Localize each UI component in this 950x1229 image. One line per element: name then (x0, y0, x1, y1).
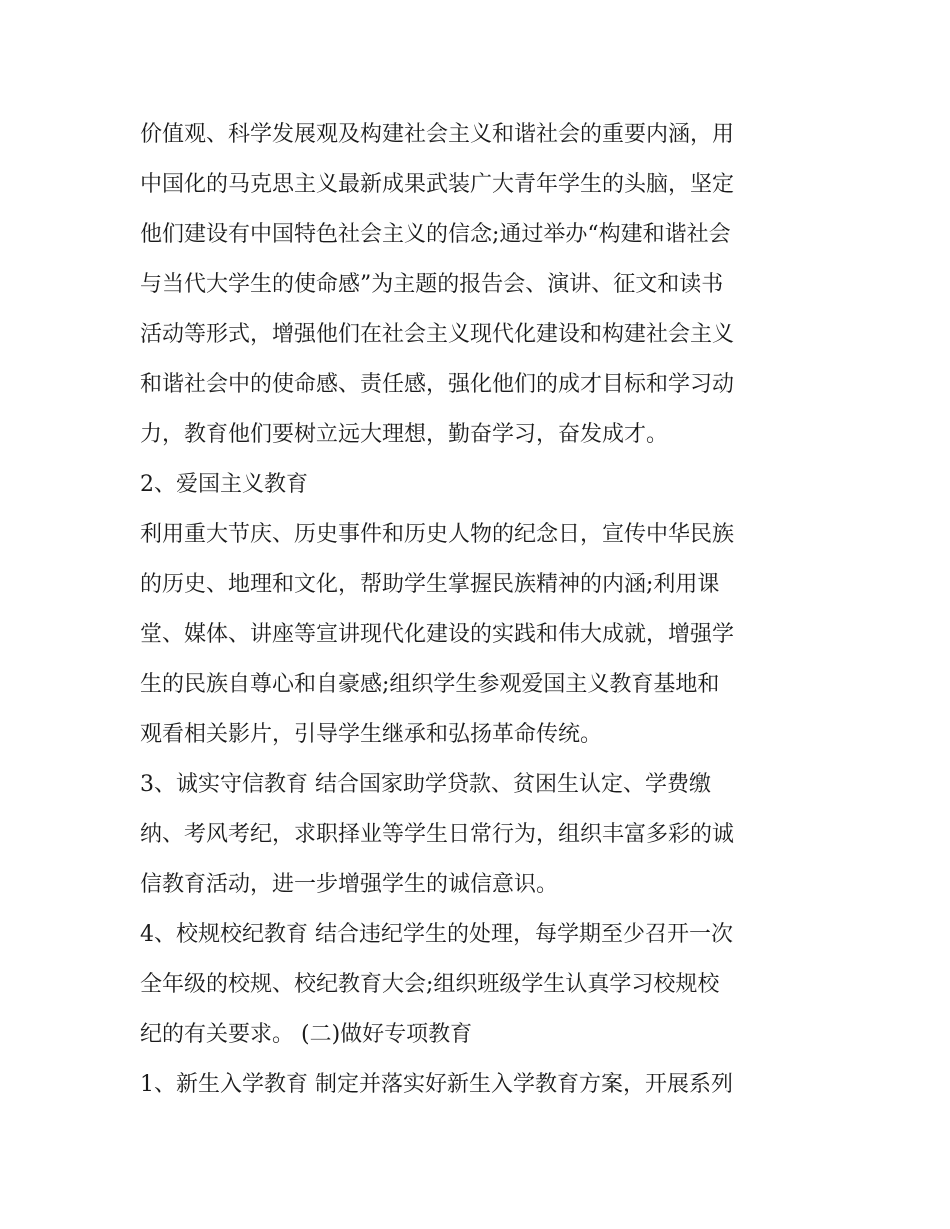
text-line: 纳、考风考纪，求职择业等学生日常行为，组织丰富多彩的诚 (140, 822, 735, 847)
text-line: 全年级的校规、校纪教育大会;组织班级学生认真学习校规校 (140, 972, 720, 997)
section-heading: 4、校规校纪教育 结合违纪学生的处理，每学期至少召开一次 (140, 922, 733, 947)
text-line: 中国化的马克思主义最新成果武装广大青年学生的头脑，坚定 (140, 172, 735, 197)
text-line: 力，教育他们要树立远大理想，勤奋学习，奋发成才。 (140, 422, 669, 447)
text-line: 和谐社会中的使命感、责任感，强化他们的成才目标和学习动 (140, 372, 735, 397)
text-line: 生的民族自尊心和自豪感;组织学生参观爱国主义教育基地和 (140, 672, 720, 697)
text-line: 堂、媒体、讲座等宣讲现代化建设的实践和伟大成就，增强学 (140, 622, 735, 647)
text-line: 他们建设有中国特色社会主义的信念;通过举办“构建和谐社会 (140, 222, 731, 247)
text-line: 信教育活动，进一步增强学生的诚信意识。 (140, 872, 559, 897)
section-heading: 1、新生入学教育 制定并落实好新生入学教育方案，开展系列 (140, 1072, 733, 1097)
text-line: 与当代大学生的使命感”为主题的报告会、演讲、征文和读书 (140, 272, 724, 297)
text-line: 观看相关影片，引导学生继承和弘扬革命传统。 (140, 722, 603, 747)
text-line: 的历史、地理和文化，帮助学生掌握民族精神的内涵;利用课 (140, 572, 720, 597)
text-line: 价值观、科学发展观及构建社会主义和谐社会的重要内涵，用 (140, 122, 735, 147)
text-line: 活动等形式，增强他们在社会主义现代化建设和构建社会主义 (140, 322, 735, 347)
section-heading: 2、爱国主义教育 (140, 472, 308, 497)
section-heading: 3、诚实守信教育 结合国家助学贷款、贫困生认定、学费缴 (140, 772, 711, 797)
body-text (140, 110, 820, 1110)
text-line: 利用重大节庆、历史事件和历史人物的纪念日，宣传中华民族 (140, 522, 735, 547)
text-line: 纪的有关要求。 (二)做好专项教育 (140, 1022, 473, 1047)
